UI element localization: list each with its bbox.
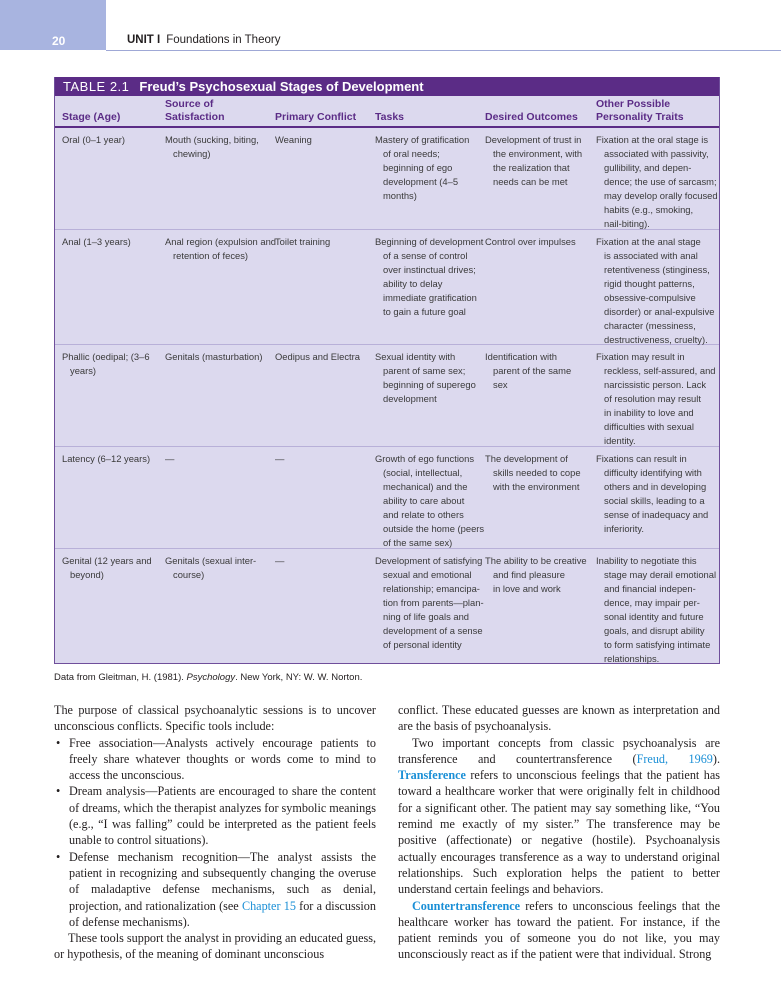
cell-line: social skills, leading to a xyxy=(604,495,705,506)
table-cell xyxy=(62,350,162,378)
cell-line: dence, may impair per- xyxy=(604,597,700,608)
cell-line: to form satisfying intimate xyxy=(604,639,711,650)
cell-line: character (messiness, xyxy=(604,320,696,331)
paragraph: conflict. These educated guesses are known as interpretation and are the basis of psychoanalysis. xyxy=(398,703,720,734)
cell-line: of the same sex) xyxy=(383,537,453,548)
table-cell xyxy=(165,452,273,466)
paragraph-text: refers to unconscious feelings that the healthcare worker has toward the patient. For instance, if the patient reminds you of someone you do not like, you may unconsciously react as if the patient were that individual. Strong xyxy=(398,898,720,962)
table-cell xyxy=(62,133,162,147)
intro-paragraph: The purpose of classical psychoanalytic sessions is to uncover unconscious conflicts. Specific tools include: xyxy=(54,703,376,734)
cell-line: ability to care about xyxy=(383,495,465,506)
cell-line: in inability to love and xyxy=(604,407,694,418)
cell-line: difficulties with sexual xyxy=(604,421,694,432)
column-header-line: Stage (Age) xyxy=(62,111,121,123)
page-number: 20 xyxy=(52,34,66,48)
cell-line: goals, and disrupt ability xyxy=(604,625,705,636)
cell-line: outside the home (peers xyxy=(383,523,485,534)
table-cell xyxy=(275,235,373,249)
cell-line: habits (e.g., smoking, xyxy=(604,204,694,215)
table-cell xyxy=(485,350,593,392)
cell-line: Phallic (oedipal; (3–6 xyxy=(62,351,150,362)
table-cell xyxy=(165,133,273,161)
cell-line: destructiveness, cruelty). xyxy=(604,334,708,345)
bullet-text: for a discussion of defense mechanisms). xyxy=(69,898,376,929)
source-prefix: Data from Gleitman, H. (1981). xyxy=(54,672,187,683)
cell-line: parent of the same xyxy=(493,365,572,376)
column-header xyxy=(275,111,373,124)
table-row xyxy=(55,345,719,447)
cell-line: dence; the use of sarcasm; xyxy=(604,176,717,187)
cell-line: identity. xyxy=(604,435,636,446)
table-cell xyxy=(275,350,373,364)
cell-line: sex xyxy=(493,379,508,390)
cell-line: Beginning of development xyxy=(375,236,484,247)
table-cell xyxy=(62,554,162,582)
table-cell xyxy=(596,133,716,231)
cell-line: relationship; emancipa- xyxy=(383,583,480,594)
column-header-line: Other Possible xyxy=(596,98,671,110)
cell-line: the environment, with xyxy=(493,148,583,159)
cell-line: Fixation may result in xyxy=(596,351,685,362)
cell-line: difficulty identifying with xyxy=(604,467,702,478)
cell-line: ability to delay xyxy=(383,278,443,289)
cell-line: — xyxy=(275,453,285,464)
bullet-text: Defense mechanism recognition—The analyst assists the patient in recognizing and subsequently changing the overuse of maladaptive defense mechanisms, such as denial, projection, and rationalization (see xyxy=(69,849,376,913)
tools-list xyxy=(54,735,376,931)
cell-line: Fixation at the oral stage is xyxy=(596,134,709,145)
cell-line: development (4–5 xyxy=(383,176,459,187)
table-cell xyxy=(375,452,483,550)
transference-paragraph xyxy=(398,735,720,898)
cell-line: development xyxy=(383,393,437,404)
cell-line: Development of trust in xyxy=(485,134,582,145)
cell-line: Sexual identity with xyxy=(375,351,456,362)
column-header-line: Personality Traits xyxy=(596,111,684,123)
cell-line: Latency (6–12 years) xyxy=(62,453,151,464)
table-cell xyxy=(485,452,593,494)
cell-line: Anal region (expulsion and xyxy=(165,236,277,247)
cell-line: sense of inadequacy and xyxy=(604,509,709,520)
table-label: TABLE 2.1 xyxy=(63,79,130,94)
cell-line: Control over impulses xyxy=(485,236,576,247)
cell-line: associated with passivity, xyxy=(604,148,709,159)
table-header-row xyxy=(55,96,719,128)
cell-line: beginning of superego xyxy=(383,379,476,390)
cell-line: The development of xyxy=(485,453,568,464)
table-body xyxy=(55,128,719,665)
table-cell xyxy=(275,133,373,147)
table-cell xyxy=(165,235,277,263)
table-cell xyxy=(596,554,716,666)
column-header-line: Primary Conflict xyxy=(275,111,357,123)
table-cell xyxy=(165,554,273,582)
table-row xyxy=(55,549,719,665)
column-header-line: Tasks xyxy=(375,111,404,123)
cell-line: Fixation at the anal stage xyxy=(596,236,701,247)
table-cell xyxy=(485,133,593,189)
column-header-line: Desired Outcomes xyxy=(485,111,578,123)
column-header-line: Source of xyxy=(165,98,214,110)
table-title: Freud’s Psychosexual Stages of Development xyxy=(139,79,424,94)
table-cell xyxy=(275,554,373,568)
cell-line: development of a sense xyxy=(383,625,483,636)
cell-line: retentiveness (stinginess, xyxy=(604,264,710,275)
cell-line: Weaning xyxy=(275,134,312,145)
cell-line: to gain a future goal xyxy=(383,306,466,317)
table-cell xyxy=(596,350,716,448)
body-column-left xyxy=(54,702,376,963)
countertransference-paragraph xyxy=(398,898,720,963)
psychosexual-stages-table xyxy=(54,77,720,664)
cell-line: immediate gratification xyxy=(383,292,477,303)
cell-line: and relate to others xyxy=(383,509,464,520)
chapter-15-link[interactable]: Chapter 15 xyxy=(241,898,296,913)
table-cell xyxy=(596,235,716,347)
column-header xyxy=(165,98,273,124)
cell-line: relationships. xyxy=(604,653,660,664)
cell-line: of oral needs; xyxy=(383,148,440,159)
table-cell xyxy=(375,350,483,406)
transference-term[interactable]: Transference xyxy=(398,768,466,783)
freud-1969-citation-link[interactable]: Freud, 1969 xyxy=(636,751,713,766)
column-header xyxy=(596,98,716,124)
list-item: • Dream analysis—Patients are encouraged to share the content of dreams, which the therapist analyzes for symbolic meanings (e.g., “I was falling” could be interpreted as the patient feels unable to control situations). xyxy=(54,783,376,848)
unit-label: UNIT I xyxy=(127,34,161,46)
table-row xyxy=(55,447,719,549)
table-cell xyxy=(375,554,483,652)
column-header xyxy=(375,111,483,124)
closing-paragraph: These tools support the analyst in providing an educated guess, or hypothesis, of the meaning of dominant unconscious xyxy=(54,931,377,962)
table-cell xyxy=(62,452,162,466)
cell-line: with the environment xyxy=(493,481,580,492)
cell-line: The ability to be creative xyxy=(485,555,587,566)
cell-line: Genitals (sexual inter- xyxy=(165,555,257,566)
table-cell xyxy=(62,235,162,249)
cell-line: Anal (1–3 years) xyxy=(62,236,131,247)
table-row xyxy=(55,230,719,345)
cell-line: course) xyxy=(173,569,205,580)
cell-line: Genital (12 years and xyxy=(62,555,152,566)
cell-line: reckless, self-assured, and xyxy=(604,365,716,376)
cell-line: of a sense of control xyxy=(383,250,468,261)
unit-title: Foundations in Theory xyxy=(166,34,281,46)
cell-line: tion from parents—plan- xyxy=(383,597,484,608)
cell-line: and find pleasure xyxy=(493,569,565,580)
cell-line: rigid thought patterns, xyxy=(604,278,695,289)
cell-line: nail-biting). xyxy=(604,218,650,229)
cell-line: — xyxy=(275,555,285,566)
list-item xyxy=(54,849,376,930)
paragraph-text: refers to unconscious feelings that the patient has toward a healthcare worker that were originally felt in childhood for a significant other. The patient may say something like, “You remind me exactly of my sister.” The transference may be positive (affectionate) or negative (hostile). Psychoanalysis actually encourages transference as a way to understand original relationships. Such exploration helps the patient to better understand certain feelings and behaviors. xyxy=(398,768,720,897)
table-cell xyxy=(375,235,483,319)
cell-line: Oral (0–1 year) xyxy=(62,134,126,145)
cell-line: parent of same sex; xyxy=(383,365,466,376)
table-source-note xyxy=(54,672,362,683)
cell-line: Inability to negotiate this xyxy=(596,555,697,566)
countertransference-term[interactable]: Countertransference xyxy=(412,898,521,913)
cell-line: over instinctual drives; xyxy=(383,264,476,275)
cell-line: sonal identity and future xyxy=(604,611,704,622)
table-cell xyxy=(165,350,273,364)
table-cell xyxy=(375,133,483,203)
source-suffix: . New York, NY: W. W. Norton. xyxy=(235,672,363,683)
cell-line: gullibility, and depen- xyxy=(604,162,692,173)
source-work-title: Psychology xyxy=(186,672,236,683)
cell-line: the realization that xyxy=(493,162,570,173)
cell-line: Oedipus and Electra xyxy=(275,351,360,362)
cell-line: of resolution may result xyxy=(604,393,701,404)
cell-line: may develop orally focused xyxy=(604,190,718,201)
cell-line: of personal identity xyxy=(383,639,462,650)
table-cell xyxy=(485,235,593,249)
paragraph-text: Two important concepts from classic psychoanalysis are transference and countertransference ( xyxy=(398,735,720,766)
cell-line: sexual and emotional xyxy=(383,569,472,580)
cell-line: in love and work xyxy=(493,583,561,594)
cell-line: needs can be met xyxy=(493,176,568,187)
table-cell xyxy=(275,452,373,466)
list-item: • Free association—Analysts actively encourage patients to freely share whatever thoughts or words come to mind to access the unconscious. xyxy=(54,735,376,784)
cell-line: beyond) xyxy=(70,569,104,580)
cell-line: Fixations can result in xyxy=(596,453,687,464)
cell-line: Identification with xyxy=(485,351,557,362)
cell-line: Mouth (sucking, biting, xyxy=(165,134,259,145)
cell-line: disorder) or anal-expulsive xyxy=(604,306,715,317)
cell-line: Growth of ego functions xyxy=(375,453,475,464)
cell-line: Toilet training xyxy=(275,236,331,247)
cell-line: stage may derail emotional xyxy=(604,569,717,580)
column-header-line: Satisfaction xyxy=(165,111,225,123)
cell-line: narcissistic person. Lack xyxy=(604,379,707,390)
cell-line: Development of satisfying xyxy=(375,555,483,566)
column-header xyxy=(62,111,162,124)
cell-line: chewing) xyxy=(173,148,211,159)
cell-line: inferiority. xyxy=(604,523,644,534)
header-rule xyxy=(106,50,781,51)
running-head xyxy=(127,34,280,46)
cell-line: and financial indepen- xyxy=(604,583,696,594)
cell-line: others and in developing xyxy=(604,481,707,492)
cell-line: — xyxy=(165,453,175,464)
body-column-right xyxy=(398,702,720,963)
table-row xyxy=(55,128,719,230)
cell-line: ning of life goals and xyxy=(383,611,470,622)
cell-line: retention of feces) xyxy=(173,250,249,261)
cell-line: Mastery of gratification xyxy=(375,134,470,145)
table-title-bar xyxy=(55,77,719,96)
cell-line: obsessive-compulsive xyxy=(604,292,696,303)
cell-line: (social, intellectual, xyxy=(383,467,463,478)
paragraph-text: ). xyxy=(712,751,720,766)
cell-line: years) xyxy=(70,365,97,376)
table-cell xyxy=(485,554,593,596)
cell-line: beginning of ego xyxy=(383,162,453,173)
cell-line: mechanical) and the xyxy=(383,481,468,492)
cell-line: is associated with anal xyxy=(604,250,698,261)
cell-line: skills needed to cope xyxy=(493,467,581,478)
cell-line: Genitals (masturbation) xyxy=(165,351,263,362)
column-header xyxy=(485,111,593,124)
table-cell xyxy=(596,452,716,536)
cell-line: months) xyxy=(383,190,417,201)
